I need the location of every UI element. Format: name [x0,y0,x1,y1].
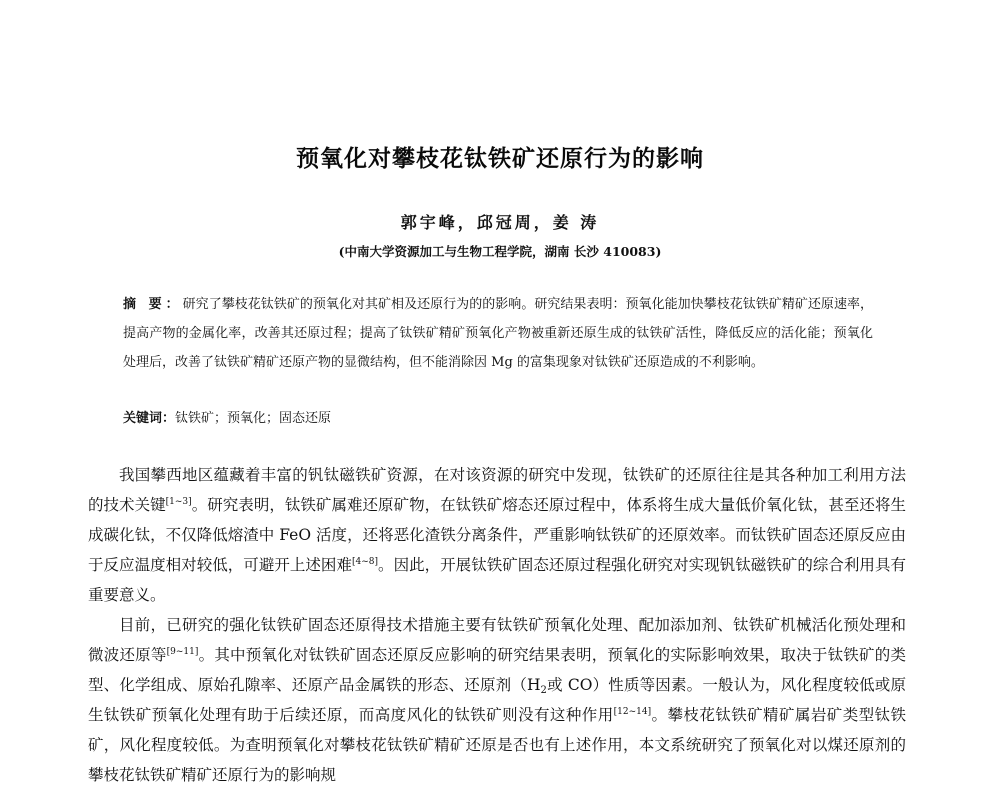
paper-title: 预氧化对攀枝花钛铁矿还原行为的影响 [296,146,704,172]
paragraph-text: 或 CO）性质等因素。一般认为，风化程度较低或原生钛铁矿预氧化处理有助于后续还原，而高度风化的钛铁矿则没有这种作用 [88,676,906,724]
citation-ref: [1~3] [165,497,192,507]
paragraph-text: 。其中预氧化对钛铁矿固态还原反应影响的研究结果表明，预氧化的实际影响效果，取决于钛铁矿的类型、化学组成、原始孔隙率、还原产品金属铁的形态、还原剂（H [88,646,906,694]
paragraph-text: 目前，已研究的强化钛铁矿固态还原得技术措施主要有钛铁矿预氧化处理、配加添加剂、钛铁矿机械活化预处理和微波还原等 [88,616,906,664]
citation-ref: [4~8] [352,557,379,567]
abstract [123,290,873,377]
keywords-text: 钛铁矿；预氧化；固态还原 [175,411,332,426]
paragraph [88,610,906,790]
author-list: 郭宇峰，邱冠周，姜 涛 [400,213,600,232]
affiliation: (中南大学资源加工与生物工程学院，湖南 长沙 410083) [338,244,662,259]
paragraph-text: 我国攀西地区蕴藏着丰富的钒钛磁铁矿资源，在对该资源的研究中发现，钛铁矿的还原往往是其各种加工利用方法的技术关键 [88,466,906,514]
paragraph [88,460,906,610]
keywords [123,407,873,426]
paragraph-text: 。研究表明，钛铁矿属难还原矿物，在钛铁矿熔态还原过程中，体系将生成大量低价氧化钛，甚至还将生成碳化钛，不仅降低熔渣中 FeO 活度，还将恶化渣铁分离条件，严重影响钛铁矿的还原效率。而钛铁矿固态还原反应由于反应温度相对较低，可避开上述困难 [88,496,906,574]
abstract-label: 摘 要： [123,297,183,312]
abstract-text: 研究了攀枝花钛铁矿的预氧化对其矿相及还原行为的的影响。研究结果表明：预氧化能加快攀枝花钛铁矿精矿还原速率，提高产物的金属化率，改善其还原过程；提高了钛铁矿精矿预氧化产物被重新还原生成的钛铁矿活性，降低反应的活化能；预氧化处理后，改善了钛铁矿精矿还原产物的显微结构，但不能消除因 Mg 的富集现象对钛铁矿还原造成的不利影响。 [123,297,873,370]
body-text [88,460,906,790]
paragraph-text: 。因此，开展钛铁矿固态还原过程强化研究对实现钒钛磁铁矿的综合利用具有重要意义。 [88,556,906,604]
keywords-label: 关键词： [123,411,176,426]
citation-ref: [12~14] [613,707,652,717]
citation-ref: [9~11] [166,647,199,657]
subscript: 2 [540,685,547,696]
paragraph-text: 。攀枝花钛铁矿精矿属岩矿类型钛铁矿，风化程度较低。为查明预氧化对攀枝花钛铁矿精矿还原是否也有上述作用，本文系统研究了预氧化对以煤还原剂的攀枝花钛铁矿精矿还原行为的影响规 [88,706,906,784]
